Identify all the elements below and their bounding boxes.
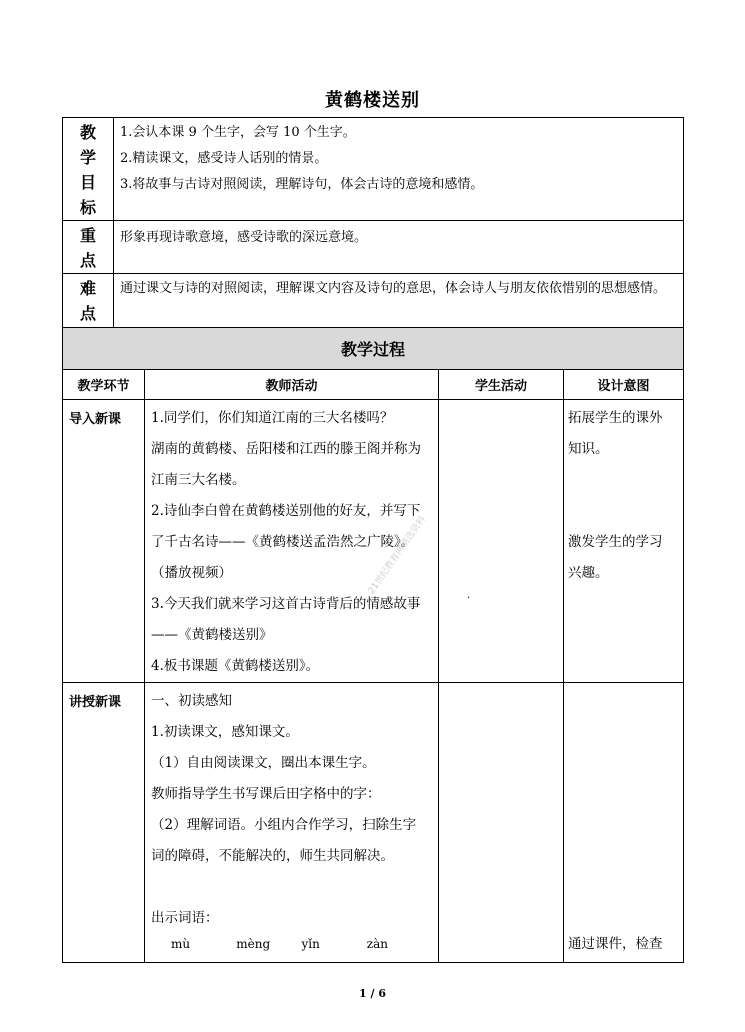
column-header: 学生活动 [439, 370, 564, 400]
key-label-char: 点 [79, 251, 96, 270]
student-mark: . [467, 590, 471, 601]
teacher-line: 4.板书课题《黄鹤楼送别》。 [151, 658, 320, 674]
design-line: 拓展学生的课外 [568, 410, 663, 426]
difficulty-label [63, 274, 114, 328]
difficulty-text: 通过课文与诗的对照阅读，理解课文内容及诗句的意思，体会诗人与朋友依依惜别的思想感情。 [114, 274, 684, 328]
pinyin-item: zàn [366, 937, 388, 951]
watermark: 21世纪教育网精选资料 [366, 514, 429, 597]
teacher-line [151, 872, 432, 903]
teacher-line: 江南三大名楼。 [151, 472, 246, 488]
stage-label: 讲授新课 [63, 683, 145, 963]
difficulty-row [63, 274, 684, 328]
design-intent [564, 400, 684, 683]
difficulty-label-char: 点 [79, 304, 96, 323]
pinyin-row [151, 934, 432, 954]
key-row [63, 221, 684, 274]
key-label [63, 221, 114, 274]
goals-label [63, 118, 114, 221]
goals-label-char: 学 [79, 148, 96, 167]
goals-row [63, 118, 684, 221]
goal-item: 2.精读课文，感受诗人话别的情景。 [120, 151, 328, 166]
pinyin-item: mù [171, 937, 191, 951]
column-header-row [63, 370, 684, 400]
table-row [63, 683, 684, 963]
student-activity [439, 683, 564, 963]
pinyin-item: mèng [236, 937, 271, 951]
lesson-plan-table [62, 117, 684, 963]
design-line [564, 465, 683, 496]
key-text: 形象再现诗歌意境，感受诗歌的深远意境。 [114, 221, 684, 274]
teacher-line: （1）自由阅读课文，圈出本课生字。 [151, 755, 376, 771]
page-number: 1 / 6 [359, 987, 386, 1000]
goals-label-char: 目 [79, 173, 96, 192]
table-row [63, 400, 684, 683]
teacher-line: 词的障碍，不能解决的，师生共同解决。 [151, 848, 394, 864]
column-header: 教学环节 [63, 370, 145, 400]
teacher-line: 2.诗仙李白曾在黄鹤楼送别他的好友，并写下 [151, 503, 421, 519]
goal-item: 3.将故事与古诗对照阅读，理解诗句，体会古诗的意境和感情。 [120, 177, 484, 192]
teacher-line: ——《黄鹤楼送别》 [151, 627, 273, 643]
teacher-line: 出示词语： [151, 910, 219, 926]
goals-label-char: 标 [79, 198, 96, 217]
process-band [63, 328, 684, 370]
design-line: 激发学生的学习 [568, 534, 663, 550]
page-title: 黄鹤楼送别 [325, 90, 420, 111]
design-line: 兴趣。 [568, 565, 609, 581]
teacher-activity [145, 683, 439, 963]
teacher-activity [145, 400, 439, 683]
design-line: 通过课件，检查 [568, 936, 663, 952]
column-header: 设计意图 [564, 370, 684, 400]
pinyin-item: yǐn [301, 937, 320, 951]
process-title: 教学过程 [63, 328, 684, 370]
goals-label-char: 教 [79, 123, 96, 142]
difficulty-label-char: 难 [79, 279, 96, 298]
stage-label: 导入新课 [63, 400, 145, 683]
goals-content [114, 118, 684, 221]
teacher-line: 3.今天我们就来学习这首古诗背后的情感故事 [151, 596, 421, 612]
teacher-line: 1.同学们，你们知道江南的三大名楼吗？ [151, 410, 394, 426]
teacher-line: （播放视频） [151, 565, 232, 581]
teacher-line: 了千古名诗——《黄鹤楼送孟浩然之广陵》。 [151, 534, 415, 550]
teacher-line: 教师指导学生书写课后田字格中的字： [151, 786, 381, 802]
teacher-line: 一、初读感知 [151, 693, 232, 709]
teacher-line: （2）理解词语。小组内合作学习，扫除生字 [151, 817, 417, 833]
design-intent [564, 683, 684, 963]
goal-item: 1.会认本课 9 个生字，会写 10 个生字。 [120, 125, 356, 140]
student-activity [439, 400, 564, 683]
teacher-line: 湖南的黄鹤楼、岳阳楼和江西的滕王阁并称为 [151, 441, 421, 457]
teacher-line: 1.初读课文，感知课文。 [151, 724, 299, 740]
design-line: 知识。 [568, 441, 609, 457]
column-header: 教师活动 [145, 370, 439, 400]
design-line [564, 496, 683, 527]
key-label-char: 重 [79, 226, 96, 245]
